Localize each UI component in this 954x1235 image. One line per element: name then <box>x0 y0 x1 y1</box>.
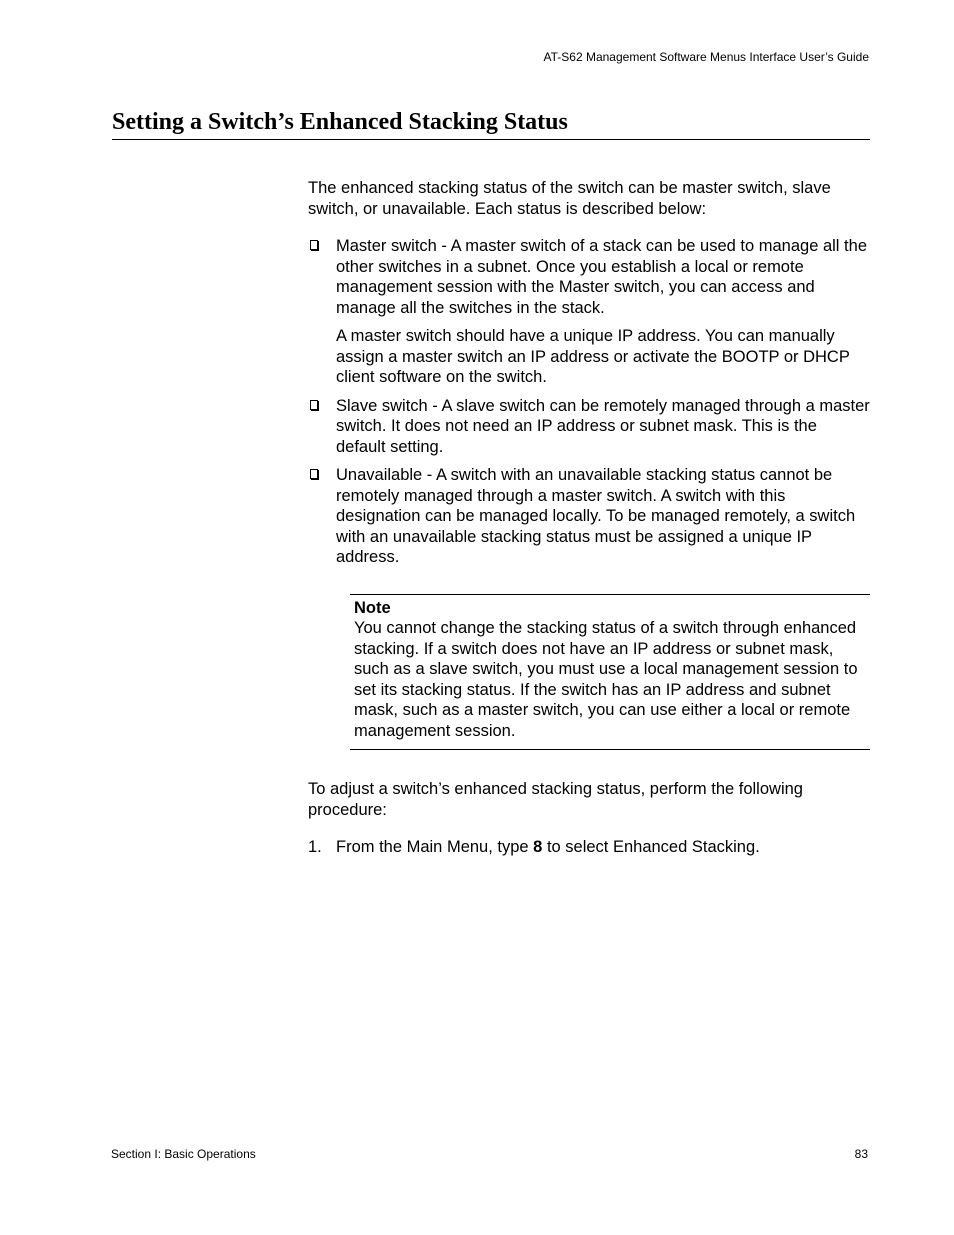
footer-section: Section I: Basic Operations <box>111 1147 256 1161</box>
note-label: Note <box>354 598 391 617</box>
note-text: You cannot change the stacking status of a switch through enhanced stacking. If a switch does not have an IP address or subnet mask, such as a slave switch, you must use a local management session to set its stacking status. If the switch has an IP address and subnet mask, such as a master switch, you can use either a local or remote management session. <box>354 619 858 740</box>
note-box <box>350 594 870 751</box>
step-text-before: From the Main Menu, type <box>336 838 534 856</box>
list-item-text: Slave switch - A slave switch can be remotely managed through a master switch. It does not need an IP address or subnet mask. This is the default setting. <box>336 396 870 456</box>
main-content <box>308 178 870 858</box>
footer-page-number: 83 <box>854 1147 868 1161</box>
list-item-text: Master switch - A master switch of a stack can be used to manage all the other switches in a subnet. Once you establish a local or remote management session with the Master switch, you can access and manage all the switches in the stack. <box>336 237 867 317</box>
checkbox-bullet-icon <box>310 400 318 410</box>
checkbox-bullet-icon <box>310 240 318 250</box>
master-extra-paragraph: A master switch should have a unique IP address. You can manually assign a master switch an IP address or activate the BOOTP or DHCP client software on the switch. <box>336 327 850 386</box>
running-header: AT-S62 Management Software Menus Interface User’s Guide <box>543 50 869 64</box>
list-item-slave <box>308 396 870 458</box>
page-title: Setting a Switch’s Enhanced Stacking Status <box>112 106 870 140</box>
procedure-intro: To adjust a switch’s enhanced stacking status, perform the following procedure: <box>308 780 803 819</box>
procedure-step <box>308 837 870 858</box>
step-text-after: to select Enhanced Stacking. <box>542 838 760 856</box>
list-item-text: Unavailable - A switch with an unavailable stacking status cannot be remotely managed through a master switch. A switch with this designation can be managed locally. To be managed remotely, a switch with an unavailable stacking status must be assigned a unique IP address. <box>336 466 856 566</box>
step-number: 1. <box>308 838 322 856</box>
list-item-unavailable <box>308 465 870 568</box>
checkbox-bullet-icon <box>310 469 318 479</box>
intro-paragraph: The enhanced stacking status of the switch can be master switch, slave switch, or unavailable. Each status is described below: <box>308 179 831 218</box>
list-item-master <box>308 236 870 318</box>
step-key: 8 <box>533 838 543 856</box>
